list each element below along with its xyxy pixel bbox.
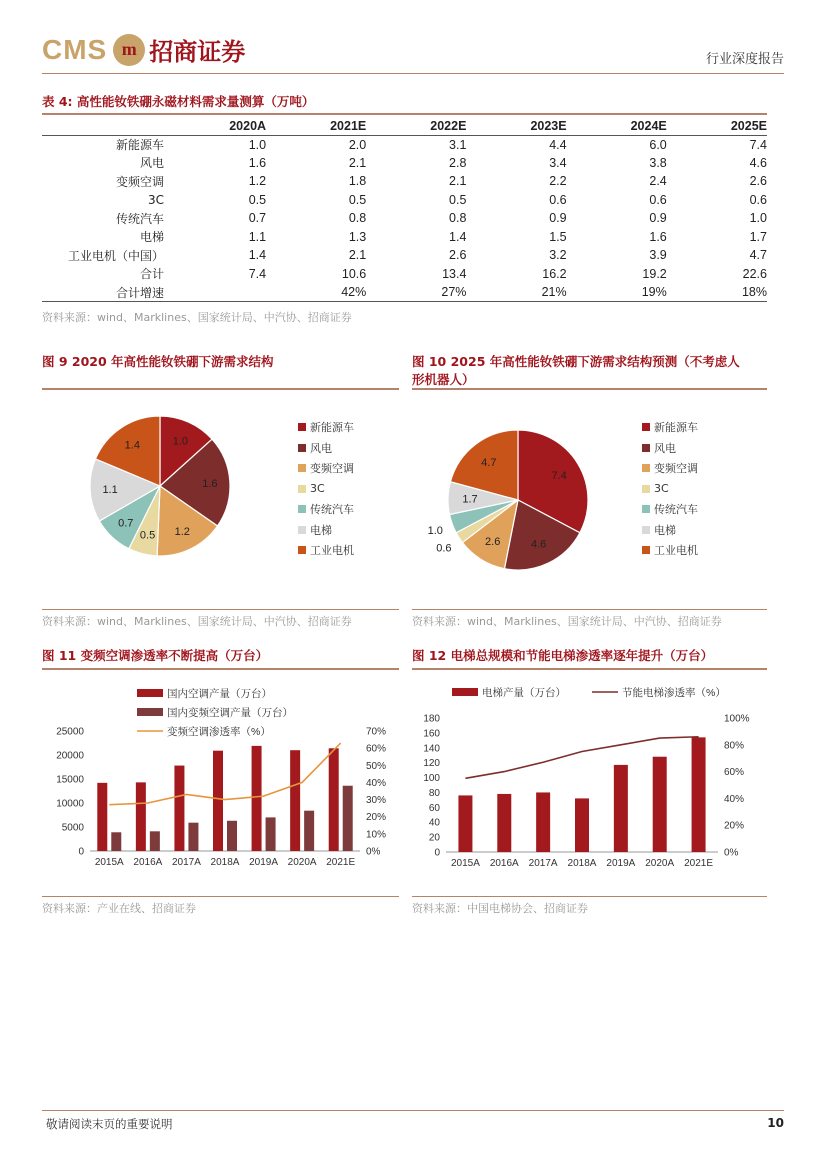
y-tick-label: 15000 — [56, 774, 84, 786]
table-cell: 4.6 — [749, 155, 767, 170]
legend-label: 传统汽车 — [654, 503, 698, 517]
table4-title: 表 4: 高性能钕铁硼永磁材料需求量测算（万吨） — [42, 94, 315, 109]
y-tick-label: 60 — [428, 802, 440, 814]
fig10-title-line2: 形机器人） — [412, 372, 475, 387]
pie-data-label: 1.2 — [174, 525, 190, 538]
y2-tick-label: 60% — [366, 743, 387, 755]
y2-tick-label: 60% — [724, 767, 745, 779]
y-tick-label: 20000 — [56, 750, 84, 762]
page-number: 10 — [767, 1116, 784, 1130]
legend-label: 3C — [654, 482, 669, 496]
pie-data-label: 2.6 — [485, 535, 501, 548]
table-row — [42, 283, 767, 302]
y-tick-label: 100 — [423, 773, 440, 785]
table-cell: 0.8 — [348, 211, 367, 226]
legend-item — [298, 499, 354, 520]
y-tick-label: 80 — [428, 787, 440, 799]
footer-note: 敬请阅读末页的重要说明 — [46, 1117, 173, 1131]
fig11-top-rule — [42, 668, 399, 670]
column-header: 2020A — [229, 118, 267, 133]
legend-swatch — [298, 444, 306, 452]
y2-tick-label: 20% — [366, 812, 387, 824]
row-label: 风电 — [139, 156, 164, 171]
table-cell — [164, 283, 266, 302]
legend-swatch — [642, 423, 650, 431]
table-cell: 0.8 — [449, 211, 467, 226]
y2-tick-label: 0% — [366, 846, 381, 858]
legend-item — [642, 540, 698, 561]
page-footer — [42, 1110, 784, 1131]
table-row — [42, 154, 767, 173]
legend-label: 工业电机 — [654, 544, 698, 558]
bar — [536, 792, 550, 852]
pie-data-label: 1.0 — [427, 524, 443, 537]
legend-label: 工业电机 — [310, 544, 354, 558]
legend-swatch — [298, 505, 306, 513]
table-cell: 0.6 — [549, 192, 567, 207]
legend-swatch — [642, 464, 650, 472]
table-cell: 19.2 — [642, 266, 667, 281]
table-cell: 1.4 — [248, 248, 267, 263]
row-label: 3C — [147, 192, 164, 207]
legend-item — [298, 520, 354, 541]
y-tick-label: 140 — [423, 743, 440, 755]
fig9-source: 资料来源：wind、Marklines、国家统计局、中汽协、招商证券 — [42, 615, 352, 628]
legend-item — [298, 479, 354, 500]
table-cell: 2.6 — [749, 174, 767, 189]
table4 — [42, 117, 767, 302]
bar — [136, 782, 146, 851]
y2-tick-label: 20% — [724, 820, 745, 832]
table-cell: 3.8 — [649, 155, 667, 170]
legend-swatch — [298, 423, 306, 431]
legend-label: 风电 — [310, 441, 332, 455]
table-cell: 0.6 — [749, 192, 767, 207]
table-body — [42, 135, 767, 302]
column-header: 2022E — [430, 118, 467, 133]
x-tick-label: 2015A — [450, 858, 480, 869]
legend-item — [642, 438, 698, 459]
table-cell: 2.1 — [348, 155, 367, 170]
table-cell: 2.6 — [449, 248, 467, 263]
fig12-top-rule — [412, 668, 767, 670]
table-cell: 16.2 — [542, 266, 567, 281]
table-cell: 0.5 — [348, 192, 367, 207]
bar — [458, 795, 472, 852]
fig9-top-rule — [42, 388, 399, 390]
fig11-combo-chart — [42, 674, 399, 892]
table-cell: 1.7 — [749, 229, 767, 244]
x-tick-label: 2020A — [645, 858, 675, 869]
fig10-pie-chart — [420, 400, 640, 600]
y2-tick-label: 40% — [724, 793, 745, 805]
table-cell: 2.1 — [348, 248, 367, 263]
x-tick-label: 2017A — [528, 858, 558, 869]
legend-label: 风电 — [654, 441, 676, 455]
y2-tick-label: 50% — [366, 760, 387, 772]
table-cell: 1.4 — [449, 229, 467, 244]
pie-data-label: 1.7 — [462, 493, 478, 506]
bar — [227, 821, 237, 851]
x-tick-label: 2018A — [567, 858, 597, 869]
table-cell: 42% — [341, 285, 367, 299]
legend-item — [642, 458, 698, 479]
fig11-title: 图 11 变频空调渗透率不断提高（万台） — [42, 648, 269, 663]
fig12-bottom-rule — [412, 896, 767, 897]
pie-data-label: 0.7 — [118, 517, 134, 530]
bar — [614, 765, 628, 852]
table-cell: 1.0 — [749, 211, 767, 226]
table-cell: 18% — [741, 285, 767, 299]
table-cell: 13.4 — [442, 266, 467, 281]
logo-text: CMS — [42, 33, 108, 65]
table-row — [42, 246, 767, 265]
legend-label: 电梯 — [654, 523, 676, 537]
fig10-bottom-rule — [412, 609, 767, 610]
y-tick-label: 160 — [423, 728, 440, 740]
bar — [111, 832, 121, 851]
legend-item — [642, 520, 698, 541]
table-cell: 1.6 — [649, 229, 667, 244]
fig12-title: 图 12 电梯总规模和节能电梯渗透率逐年提升（万台） — [412, 648, 714, 663]
legend-swatch — [642, 485, 650, 493]
report-type: 行业深度报告 — [705, 52, 784, 67]
x-tick-label: 2018A — [210, 857, 240, 868]
bar — [575, 798, 589, 852]
row-label: 传统汽车 — [115, 211, 164, 226]
pie-data-label: 4.6 — [531, 538, 547, 551]
bar — [290, 750, 300, 851]
table-cell: 0.7 — [248, 211, 267, 226]
table-cell: 10.6 — [341, 266, 367, 281]
legend-label: 变频空调 — [654, 462, 698, 476]
row-label: 电梯 — [139, 230, 164, 245]
table-cell: 3.9 — [649, 248, 667, 263]
table4-source: 资料来源：wind、Marklines、国家统计局、中汽协、招商证券 — [42, 311, 352, 324]
fig11-bottom-rule — [42, 896, 399, 897]
table-cell: 27% — [441, 285, 467, 299]
y2-tick-label: 10% — [366, 829, 387, 841]
legend-swatch — [642, 505, 650, 513]
logo-cn-text: 招商证券 — [149, 37, 246, 66]
table-cell: 2.0 — [348, 137, 367, 152]
bar — [497, 794, 511, 852]
x-tick-label: 2017A — [171, 857, 201, 868]
table-row — [42, 172, 767, 191]
column-header — [42, 117, 164, 135]
table-cell: 3.1 — [449, 137, 467, 152]
row-label: 合计增速 — [115, 285, 164, 300]
y2-tick-label: 30% — [366, 795, 387, 807]
table-cell: 3.2 — [549, 248, 567, 263]
legend-swatch — [298, 485, 306, 493]
table-cell: 2.4 — [649, 174, 667, 189]
pie-data-label: 1.4 — [124, 439, 140, 452]
table-row — [42, 135, 767, 154]
fig10-legend — [642, 417, 698, 561]
y2-tick-label: 0% — [724, 847, 739, 859]
table4-top-rule — [42, 113, 767, 115]
fig9-title: 图 9 2020 年高性能钕铁硼下游需求结构 — [42, 354, 274, 369]
table-cell: 1.6 — [248, 155, 267, 170]
column-header: 2021E — [330, 118, 367, 133]
bar — [304, 811, 314, 851]
pie-data-label: 7.4 — [551, 470, 567, 483]
table-cell: 0.9 — [649, 211, 667, 226]
fig9-bottom-rule — [42, 609, 399, 610]
pie-data-label: 0.6 — [436, 542, 452, 555]
x-tick-label: 2019A — [606, 858, 636, 869]
bar — [266, 817, 276, 851]
legend-bar-swatch — [452, 688, 478, 696]
fig12-source: 资料来源：中国电梯协会、招商证券 — [412, 902, 588, 915]
legend-swatch — [298, 526, 306, 534]
legend-label: 传统汽车 — [310, 503, 354, 517]
legend-label: 变频空调 — [310, 462, 354, 476]
legend-item — [642, 479, 698, 500]
x-tick-label: 2019A — [249, 857, 279, 868]
y-tick-label: 180 — [423, 713, 440, 725]
legend-item — [298, 438, 354, 459]
column-header: 2024E — [630, 118, 667, 133]
pie-data-label: 4.7 — [481, 456, 497, 469]
y-tick-label: 0 — [434, 847, 440, 859]
table-cell: 2.1 — [449, 174, 467, 189]
fig10-source: 资料来源：wind、Marklines、国家统计局、中汽协、招商证券 — [412, 615, 722, 628]
x-tick-label: 2021E — [326, 857, 356, 868]
row-label: 变频空调 — [115, 174, 164, 189]
legend-label: 电梯产量（万台） — [482, 687, 566, 699]
table-cell: 19% — [641, 285, 667, 299]
bar — [97, 783, 107, 851]
y-tick-label: 25000 — [56, 726, 84, 738]
fig9-pie-chart — [60, 400, 300, 600]
y-tick-label: 20 — [428, 832, 440, 844]
legend-label: 新能源车 — [310, 421, 354, 435]
legend-item — [298, 458, 354, 479]
legend-label: 国内变频空调产量（万台） — [167, 707, 293, 719]
bar — [188, 823, 198, 851]
table-cell: 2.2 — [549, 174, 567, 189]
column-header: 2023E — [530, 118, 567, 133]
y2-tick-label: 80% — [724, 740, 745, 752]
row-label: 工业电机（中国） — [67, 248, 164, 263]
table-row — [42, 191, 767, 210]
column-header: 2025E — [730, 118, 767, 133]
legend-bar-swatch — [137, 689, 163, 697]
table-cell: 21% — [541, 285, 567, 299]
pie-data-label: 0.5 — [139, 529, 156, 542]
table-row — [42, 228, 767, 247]
table-cell: 1.0 — [248, 137, 267, 152]
table-cell: 0.9 — [549, 211, 567, 226]
bar — [343, 786, 353, 851]
x-tick-label: 2020A — [287, 857, 317, 868]
fig10-title-line1: 图 10 2025 年高性能钕铁硼下游需求结构预测（不考虑人 — [412, 354, 740, 369]
legend-item — [642, 499, 698, 520]
table-cell: 1.3 — [348, 229, 367, 244]
bar — [653, 757, 667, 852]
legend-label: 电梯 — [310, 523, 332, 537]
x-tick-label: 2015A — [94, 857, 124, 868]
pie-data-label: 1.0 — [172, 435, 188, 448]
table-cell: 1.2 — [248, 174, 267, 189]
x-tick-label: 2016A — [489, 858, 519, 869]
bar — [692, 737, 706, 852]
legend-label: 国内空调产量（万台） — [167, 688, 272, 700]
table-row — [42, 265, 767, 284]
y2-tick-label: 40% — [366, 777, 387, 789]
y-tick-label: 40 — [428, 817, 440, 829]
bar — [174, 766, 184, 851]
table-cell: 0.5 — [248, 192, 267, 207]
y-tick-label: 0 — [78, 846, 84, 858]
table-cell: 4.4 — [549, 137, 567, 152]
x-tick-label: 2021E — [684, 858, 714, 869]
y2-tick-label: 100% — [724, 713, 750, 725]
legend-label: 3C — [310, 482, 325, 496]
table-cell: 3.4 — [549, 155, 567, 170]
table-cell: 0.6 — [649, 192, 667, 207]
legend-swatch — [298, 464, 306, 472]
fig12-combo-chart — [412, 674, 769, 892]
legend-item — [298, 540, 354, 561]
legend-item — [642, 417, 698, 438]
table-cell: 22.6 — [742, 266, 767, 281]
bar — [150, 831, 160, 851]
y-tick-label: 10000 — [56, 798, 84, 810]
table-cell: 2.8 — [449, 155, 467, 170]
fig9-legend — [298, 417, 354, 561]
table-cell: 1.1 — [248, 229, 267, 244]
table-cell: 7.4 — [248, 266, 267, 281]
bar — [329, 748, 339, 851]
table-header-row — [42, 117, 767, 135]
legend-swatch — [642, 526, 650, 534]
table-cell: 4.7 — [749, 248, 767, 263]
legend-bar-swatch — [137, 708, 163, 716]
pie-data-label: 1.6 — [202, 477, 218, 490]
table-cell: 6.0 — [649, 137, 667, 152]
company-logo — [42, 32, 245, 67]
fig10-top-rule — [412, 388, 767, 390]
y2-tick-label: 70% — [366, 726, 387, 738]
table-cell: 1.5 — [549, 229, 567, 244]
pie-data-label: 1.1 — [102, 484, 118, 497]
legend-label: 新能源车 — [654, 421, 698, 435]
y-tick-label: 120 — [423, 758, 440, 770]
table-cell: 7.4 — [749, 137, 767, 152]
y-tick-label: 5000 — [61, 822, 84, 834]
page-header — [42, 30, 784, 74]
bar — [213, 751, 223, 851]
fig11-source: 资料来源：产业在线、招商证券 — [42, 902, 196, 915]
legend-swatch — [298, 546, 306, 554]
legend-swatch — [642, 444, 650, 452]
row-label: 合计 — [139, 267, 164, 282]
table-row — [42, 209, 767, 228]
legend-item — [298, 417, 354, 438]
table-cell: 0.5 — [449, 192, 467, 207]
bar — [252, 746, 262, 851]
row-label: 新能源车 — [115, 138, 164, 152]
legend-label: 节能电梯渗透率（%） — [622, 687, 726, 699]
legend-swatch — [642, 546, 650, 554]
x-tick-label: 2016A — [133, 857, 163, 868]
logo-emblem-icon: m — [113, 34, 145, 66]
table-cell: 1.8 — [348, 174, 367, 189]
legend-label: 变频空调渗透率（%） — [167, 726, 271, 738]
